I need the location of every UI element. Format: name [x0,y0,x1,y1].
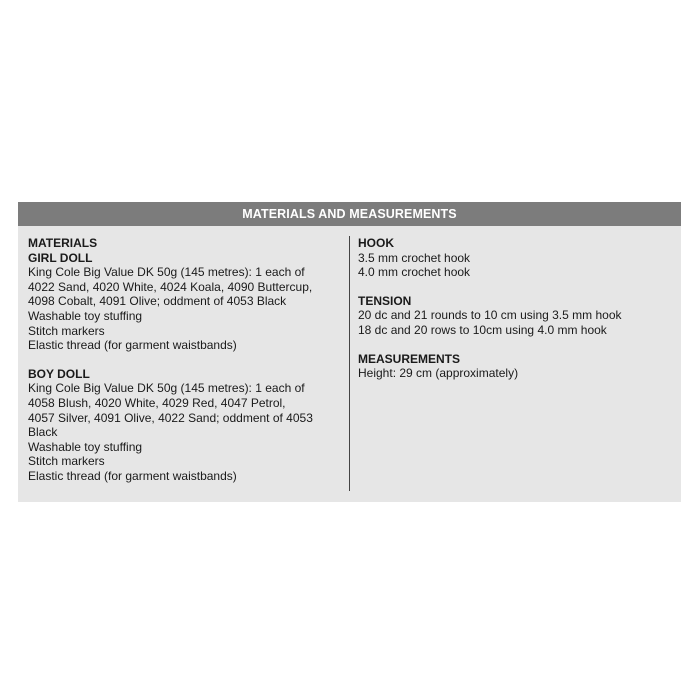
boy-doll-line: King Cole Big Value DK 50g (145 metres): 1 each of [28,381,305,396]
section-spacer [358,338,668,352]
girl-doll-line: 4022 Sand, 4020 White, 4024 Koala, 4090 Buttercup, [28,279,313,294]
boy-doll-line: Washable toy stuffing [28,439,143,454]
girl-doll-line: Stitch markers [28,323,105,338]
section-spacer [28,353,343,367]
hook-heading: HOOK [358,236,394,250]
section-spacer [358,280,668,294]
girl-doll-heading: GIRL DOLL [28,250,93,265]
measurements-heading: MEASUREMENTS [358,351,461,366]
boy-doll-line: Black [28,425,58,440]
boy-doll-line: 4057 Silver, 4091 Olive, 4022 Sand; oddment of 4053 [28,410,313,425]
girl-doll-line: 4098 Cobalt, 4091 Olive; oddment of 4053 Black [28,294,287,309]
boy-doll-heading: BOY DOLL [28,366,90,381]
tension-line: 20 dc and 21 rounds to 10 cm using 3.5 mm hook [358,308,622,323]
girl-doll-line: Washable toy stuffing [28,308,143,323]
measurements-line: Height: 29 cm (approximately) [358,366,519,381]
materials-heading: MATERIALS [28,236,98,250]
boy-doll-line: Elastic thread (for garment waistbands) [28,468,237,483]
girl-doll-line: King Cole Big Value DK 50g (145 metres): 1 each of [28,265,305,280]
boy-doll-line: 4058 Blush, 4020 White, 4029 Red, 4047 Petrol, [28,395,286,410]
tension-heading: TENSION [358,293,412,308]
hook-line: 3.5 mm crochet hook [358,250,471,265]
hook-line: 4.0 mm crochet hook [358,265,471,280]
materials-column [28,236,343,484]
boy-doll-line: Stitch markers [28,454,105,469]
materials-card [18,202,681,502]
tension-line: 18 dc and 20 rows to 10cm using 4.0 mm hook [358,322,607,337]
card-title: MATERIALS AND MEASUREMENTS [18,202,681,226]
specs-column [358,236,668,381]
girl-doll-line: Elastic thread (for garment waistbands) [28,338,237,353]
column-divider [349,236,350,491]
